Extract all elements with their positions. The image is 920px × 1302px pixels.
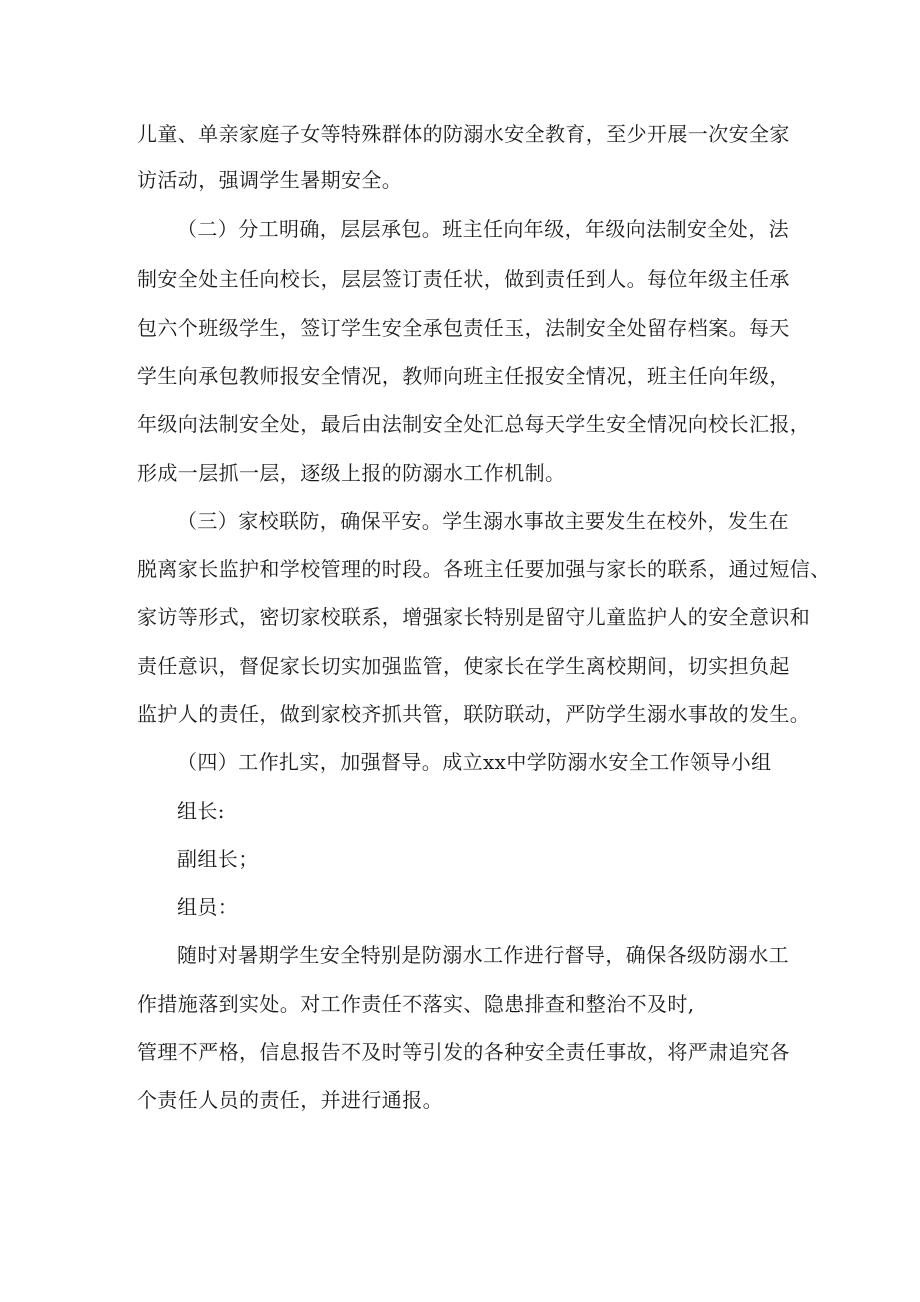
section-2-heading-line: （二）分工明确，层层承包。班主任向年级，年级向法制安全处，法 xyxy=(177,217,789,241)
section-4-heading-line: （四）工作扎实，加强督导。成立xx中学防溺水安全工作领导小组 xyxy=(177,750,772,774)
leader-label: 组长: xyxy=(177,799,225,823)
deputy-leader-label: 副组长； xyxy=(177,847,259,871)
text-line-11: 家访等形式，密切家校联系，增强家长特别是留守儿童监护人的安全意识和 xyxy=(137,605,811,629)
text-line-19: 作措施落到实处。对工作责任不落实、隐患排查和整治不及时, xyxy=(137,992,695,1016)
text-line-20: 管理不严格，信息报告不及时等引发的各种安全责任事故，将严肃追究各 xyxy=(137,1040,790,1064)
text-line-4: 制安全处主任向校长，层层签订责任状，做到责任到人。每位年级主任承 xyxy=(137,267,790,291)
text-line-7: 年级向法制安全处，最后由法制安全处汇总每天学生安全情况向校长汇报， xyxy=(137,412,811,436)
text-line-8: 形成一层抓一层，逐级上报的防溺水工作机制。 xyxy=(137,461,566,485)
text-line-13: 监护人的责任，做到家校齐抓共管，联防联动，严防学生溺水事故的发生。 xyxy=(137,702,811,726)
text-line-10: 脱离家长监护和学校管理的时段。各班主任要加强与家长的联系，通过短信、 xyxy=(137,557,831,581)
text-line-5: 包六个班级学生，签订学生安全承包责任玉，法制安全处留存档案。每天 xyxy=(137,316,790,340)
members-label: 组员： xyxy=(177,895,239,919)
text-line-21: 个责任人员的责任，并进行通报。 xyxy=(137,1088,443,1112)
text-line-1: 儿童、单亲家庭子女等特殊群体的防溺水安全教育，至少开展一次安全家 xyxy=(137,122,790,146)
text-line-6: 学生向承包教师报安全情况，教师向班主任报安全情况，班主任向年级， xyxy=(137,364,790,388)
text-line-12: 责任意识，督促家长切实加强监管，使家长在学生离校期间，切实担负起 xyxy=(137,654,790,678)
section-3-heading-line: （三）家校联防，确保平安。学生溺水事故主要发生在校外，发生在 xyxy=(177,509,789,533)
text-line-2: 访活动，强调学生暑期安全。 xyxy=(137,168,403,192)
text-line-18: 随时对暑期学生安全特别是防溺水工作进行督导，确保各级防溺水工 xyxy=(177,943,789,967)
